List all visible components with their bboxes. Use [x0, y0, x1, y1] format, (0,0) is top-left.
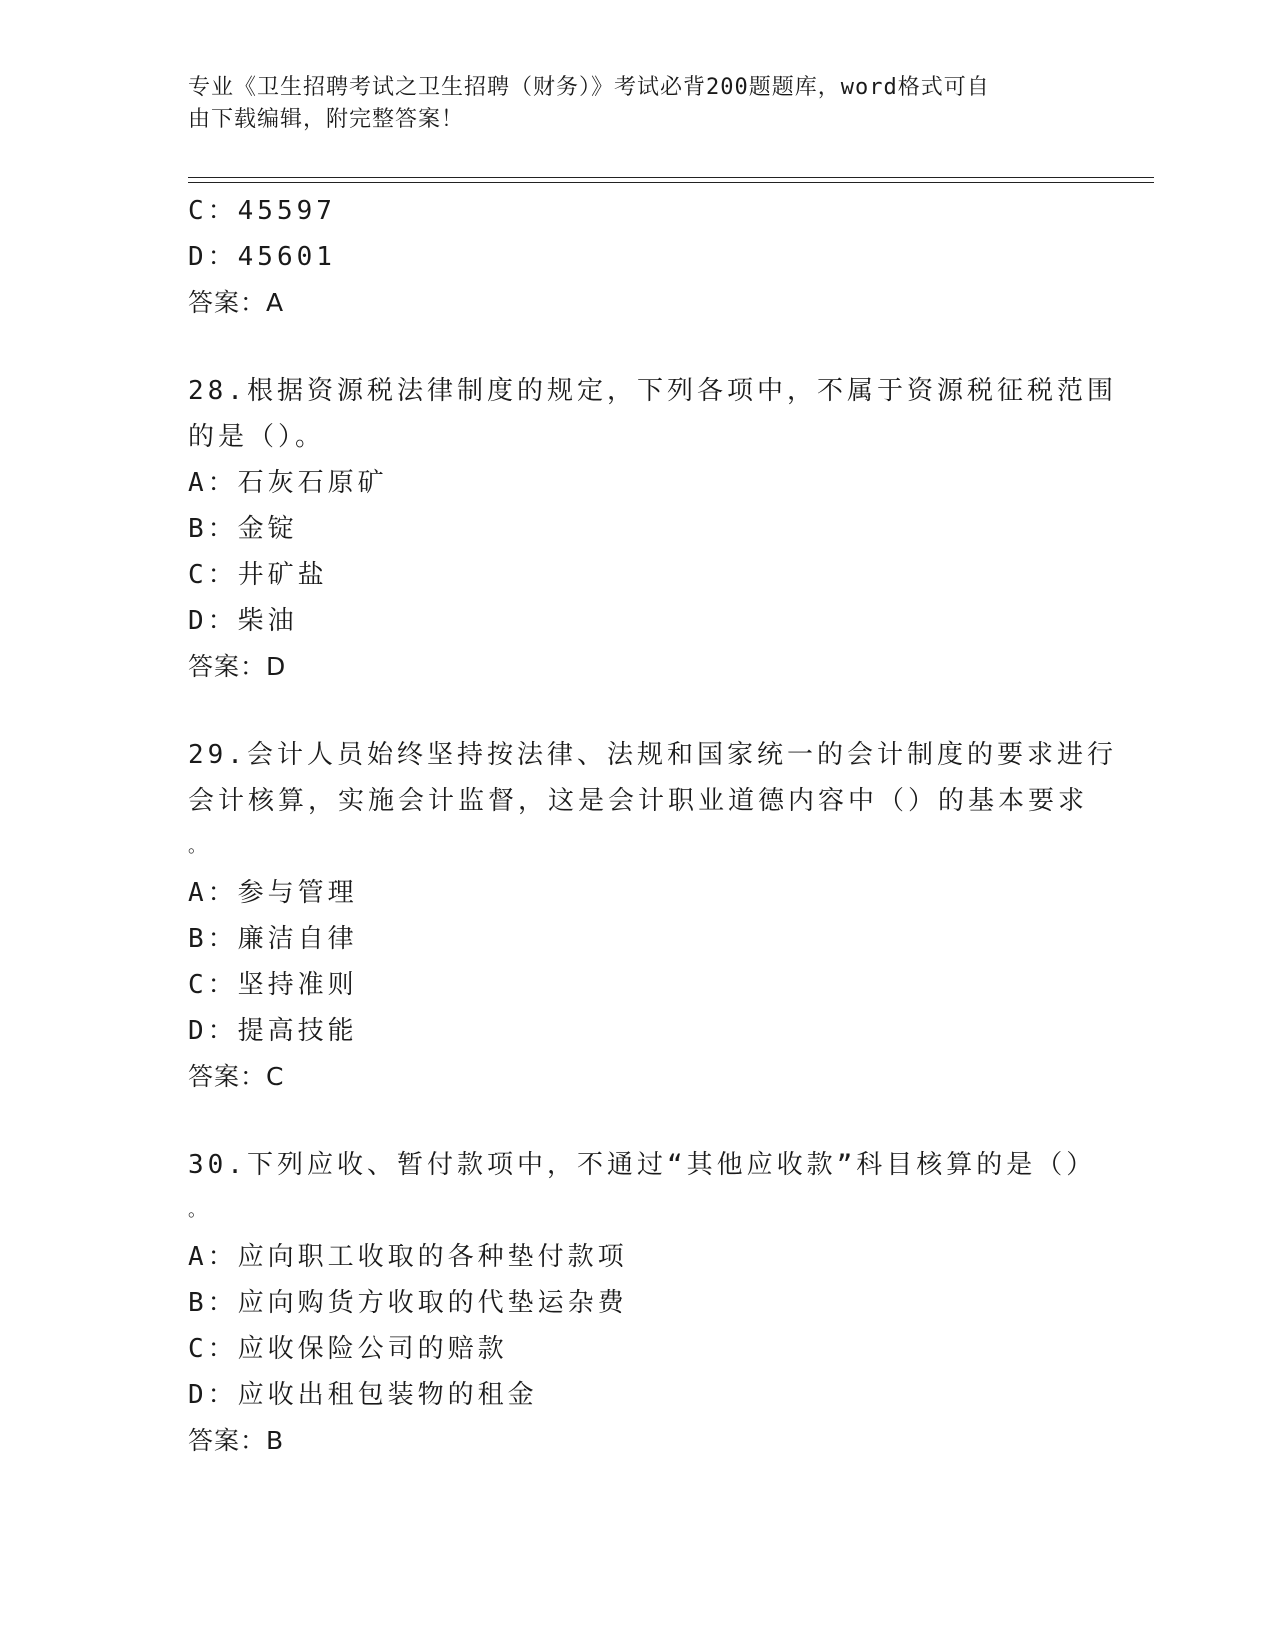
question-29: [188, 732, 1117, 1100]
option-c: C：井矿盐: [188, 560, 328, 590]
question-30: [188, 1142, 1097, 1464]
option-d: D：45601: [188, 242, 336, 272]
answer-line: 答案：D: [188, 652, 287, 681]
answer-line: 答案：B: [188, 1426, 285, 1455]
question-stem: 29.会计人员始终坚持按法律、法规和国家统一的会计制度的要求进行: [188, 740, 1117, 770]
option-d: D：提高技能: [188, 1016, 358, 1046]
question-28: [188, 368, 1117, 690]
option-a: A：石灰石原矿: [188, 468, 388, 498]
option-d: D：应收出租包装物的租金: [188, 1380, 538, 1410]
document-body: [188, 188, 1117, 1464]
question-stem: 30.下列应收、暂付款项中，不通过“其他应收款”科目核算的是（）: [188, 1150, 1097, 1180]
question-stem: 。: [188, 836, 210, 857]
option-c: C：应收保险公司的赔款: [188, 1334, 508, 1364]
question-stem: 28.根据资源税法律制度的规定，下列各项中，不属于资源税征税范围: [188, 376, 1117, 406]
header-divider-bottom: [188, 182, 1154, 183]
option-b: B：金锭: [188, 514, 298, 544]
option-a: A：应向职工收取的各种垫付款项: [188, 1242, 628, 1272]
header-line-1: 专业《卫生招聘考试之卫生招聘（财务）》考试必背200题题库，word格式可自: [188, 75, 990, 100]
question-stem: 会计核算，实施会计监督，这是会计职业道德内容中（）的基本要求: [188, 786, 1089, 816]
answer-line: 答案：A: [188, 288, 285, 317]
option-d: D：柴油: [188, 606, 298, 636]
option-c: C：45597: [188, 196, 336, 226]
document-header: [188, 72, 1068, 136]
option-c: C：坚持准则: [188, 970, 358, 1000]
option-b: B：廉洁自律: [188, 924, 358, 954]
header-line-2: 由下载编辑，附完整答案！: [188, 107, 465, 132]
option-b: B：应向购货方收取的代垫运杂费: [188, 1288, 628, 1318]
question-stem: 。: [188, 1200, 210, 1221]
question-27-tail: [188, 188, 1088, 326]
header-divider-top: [188, 177, 1154, 178]
answer-line: 答案：C: [188, 1062, 285, 1091]
question-stem: 的是（）。: [188, 422, 326, 452]
option-a: A：参与管理: [188, 878, 358, 908]
